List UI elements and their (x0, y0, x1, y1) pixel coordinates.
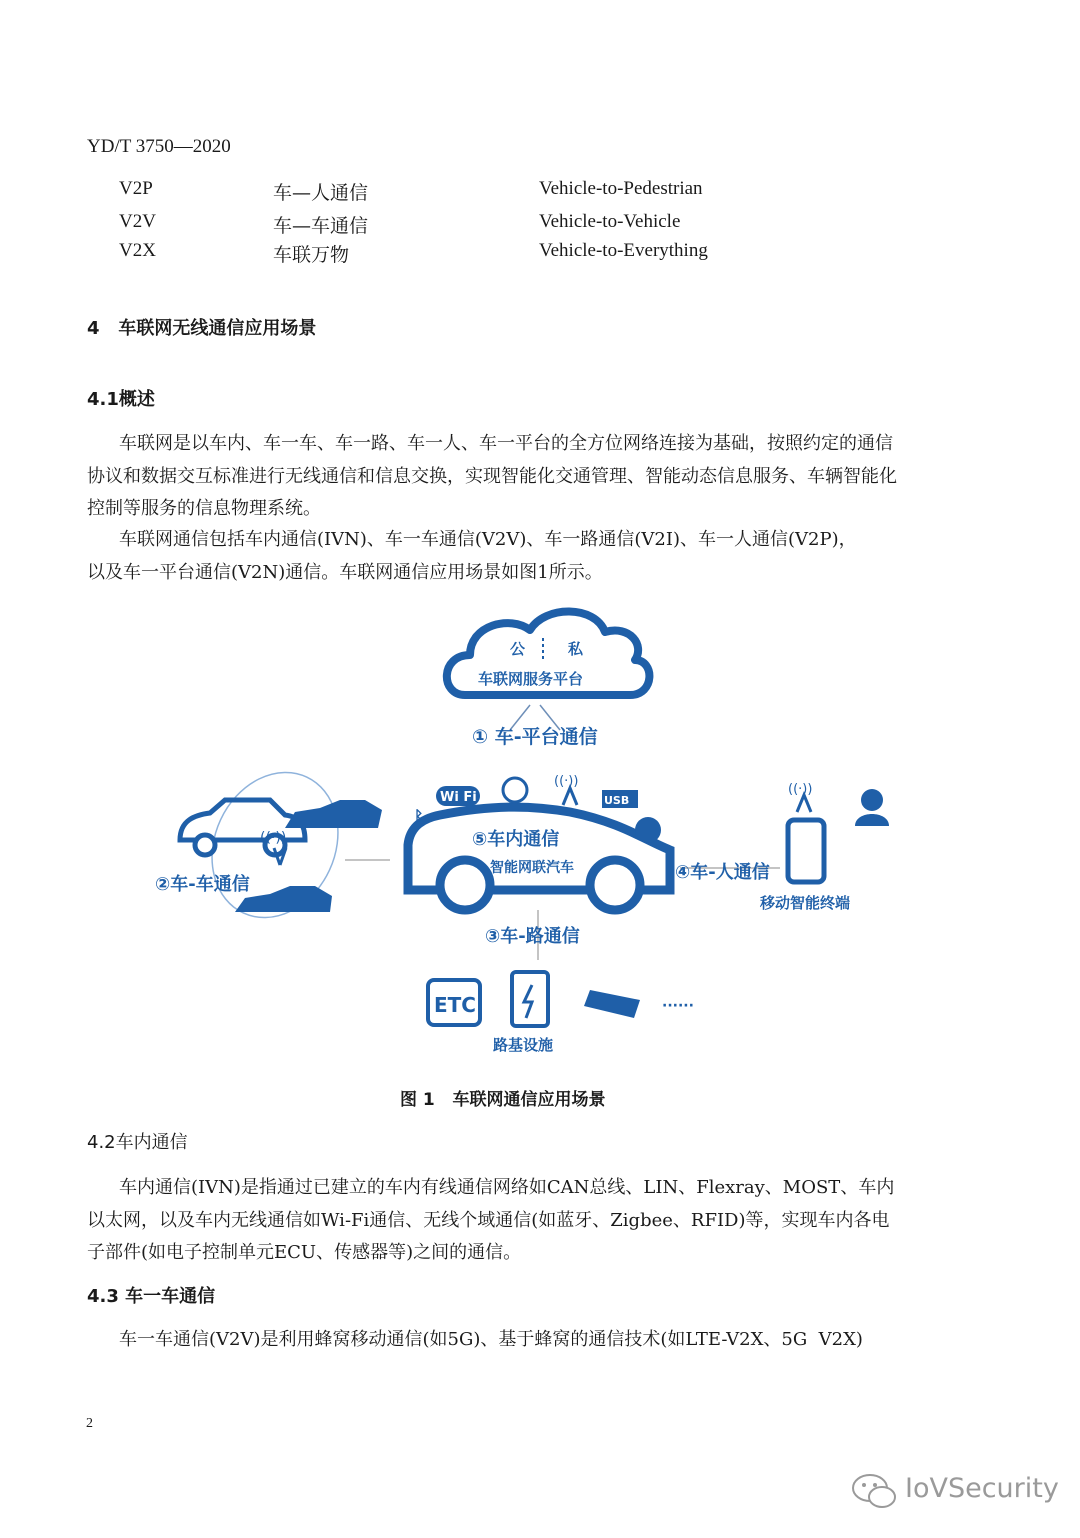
section-4-1-paragraph-2 (87, 524, 937, 589)
abbreviation-row (0, 211, 1080, 239)
abbr-chinese: 车—车通信 (273, 215, 369, 237)
section-4-2-paragraph (87, 1172, 937, 1270)
paragraph-line: 以及车一平台通信(V2N)通信。车联网通信应用场景如图1所示。 (87, 561, 603, 583)
charging-station-icon (512, 972, 548, 1026)
person-icon (861, 789, 883, 811)
antenna-icon: ((·)) (554, 774, 579, 789)
mobile-terminal-label: 移动智能终端 (760, 894, 851, 912)
car-icon (285, 800, 382, 828)
camera-icon (635, 817, 661, 843)
section-4-heading: 4 车联网无线通信应用场景 (87, 318, 317, 339)
watermark (850, 1471, 1059, 1511)
paragraph-line: 子部件(如电子控制单元ECU、传感器等)之间的通信。 (87, 1242, 522, 1263)
watermark-text: IoVSecurity (905, 1473, 1059, 1504)
cloud-platform-label: 车联网服务平台 (478, 670, 584, 688)
section-4-3-paragraph (87, 1324, 937, 1357)
v2n-label: ① 车-平台通信 (472, 726, 598, 748)
abbr-code: V2X (119, 240, 156, 261)
v2p-label: ④车-人通信 (675, 862, 770, 883)
etc-label: ETC (434, 993, 476, 1017)
ivn-label: ⑤车内通信 (472, 829, 560, 850)
abbr-english: Vehicle-to-Vehicle (539, 211, 681, 232)
paragraph-line: 车联网是以车内、车一车、车一路、车一人、车一平台的全方位网络连接为基础，按照约定的通信 (119, 433, 893, 454)
usb-label: USB (604, 794, 630, 807)
section-4-2-heading: 4.2车内通信 (87, 1132, 188, 1153)
paragraph-line: 车联网通信包括车内通信(IVN)、车一车通信(V2V)、车一路通信(V2I)、车一人通信(V2P)， (119, 529, 857, 550)
wifi-label: Wi Fi (440, 790, 477, 805)
bluetooth-icon: ᛒ (414, 807, 424, 826)
paragraph-line: 协议和数据交互标准进行无线通信和信息交换，实现智能化交通管理、智能动态信息服务、车辆智能化 (87, 465, 897, 487)
wechat-icon (850, 1471, 900, 1511)
svg-text:((·)): ((·)) (260, 830, 287, 846)
paragraph-line: 以太网，以及车内无线通信如Wi-Fi通信、无线个域通信(如蓝牙、Zigbee、RFID)等，实现车内各电 (87, 1209, 890, 1231)
iov-scenario-figure (150, 600, 910, 1070)
smart-car-label: 智能网联汽车 (490, 860, 574, 876)
v2i-label: ③车-路通信 (485, 926, 580, 947)
section-4-3-heading: 4.3 车一车通信 (87, 1286, 216, 1307)
v2v-label: ②车-车通信 (155, 874, 250, 895)
page-number: 2 (86, 1416, 93, 1431)
road-infrastructure-label: 路基设施 (493, 1036, 554, 1054)
abbr-chinese: 车—人通信 (273, 182, 369, 204)
cloud-public-label: 公 (510, 640, 526, 658)
abbreviation-row (0, 240, 1080, 268)
paragraph-line: 车内通信(IVN)是指通过已建立的车内有线通信网络如CAN总线、LIN、Flexray、MOST、车内 (119, 1177, 895, 1198)
abbr-chinese: 车联万物 (273, 244, 350, 266)
section-4-1-heading: 4.1概述 (87, 389, 155, 410)
paragraph-line: 车一车通信(V2V)是利用蜂窝移动通信(如5G)、基于蜂窝的通信技术(如LTE-V2X、5G V2X) (119, 1329, 863, 1350)
paragraph-line: 控制等服务的信息物理系统。 (87, 498, 321, 519)
abbr-english: Vehicle-to-Pedestrian (539, 178, 703, 199)
abbr-code: V2P (119, 178, 153, 199)
planet-icon (503, 778, 527, 802)
surveillance-camera-icon (584, 990, 640, 1018)
abbr-code: V2V (119, 211, 156, 232)
phone-icon (788, 820, 824, 882)
figure-caption: 图 1 车联网通信应用场景 (400, 1090, 606, 1110)
standard-number: YD/T 3750—2020 (87, 136, 231, 157)
abbreviation-row (0, 178, 1080, 206)
cloud-private-label: 私 (568, 640, 584, 658)
section-4-1-paragraph-1 (87, 428, 937, 526)
ellipsis-dots: ······ (662, 998, 694, 1014)
abbr-english: Vehicle-to-Everything (539, 240, 708, 261)
antenna-icon: ((·)) (788, 782, 813, 797)
